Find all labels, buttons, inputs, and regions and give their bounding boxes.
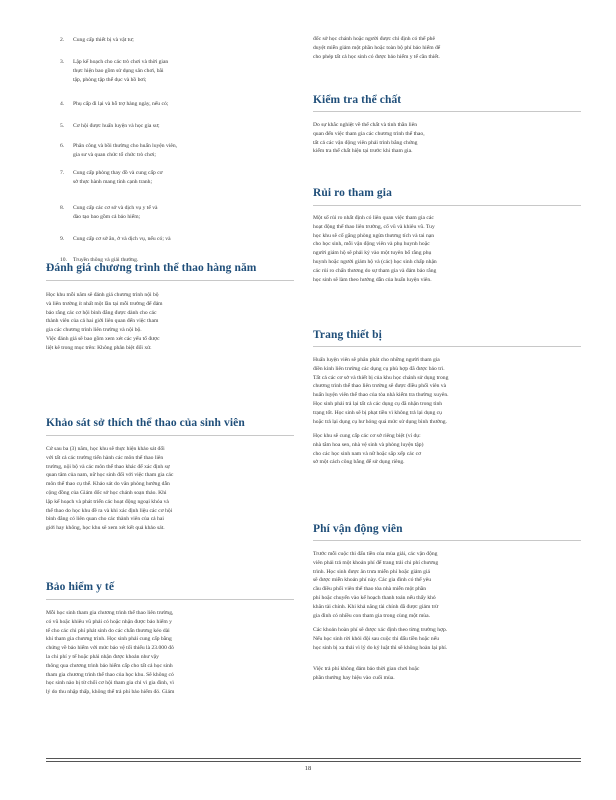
paragraph-fee-note: Việc trả phí không đảm bảo thời gian chơi hoặc phần thưởng hay hiệu vào cuối mùa. [313,666,420,681]
section-heading-equipment: Trang thiết bị [313,329,382,341]
heading-divider [313,346,581,347]
page-number: 18 [304,765,312,772]
paragraph-continued: đốc sở học chánh hoặc người được chỉ định có thể phê duyệt miễn giảm một phần hoặc toàn bộ phí bảo hiểm để cho phép tất cả học sinh có được bảo hiểm y tế cần thiết. [313,36,441,60]
section-heading-physical-exam: Kiểm tra thể chất [313,94,402,106]
paragraph-refunds: Các khoản hoàn phí sẽ được xác định theo từng trường hợp. Nếu học sinh rời khỏi đội sau cuộc thi đấu tiền hoặc nếu học sinh bị xa thải vì lý do kỷ luật thì sẽ không hoàn lại phí. [313,627,448,651]
list-item: 3. Lập kế hoạch cho các trò chơi và thời gian thực hiện bao gồm sử dụng sân chơi, bãi tập, phòng tập thể dục và hồ bơi; [60,59,169,83]
heading-divider [46,599,294,600]
footer-rule-bottom [46,761,581,762]
paragraph-athlete-fees: Trước mỗi cuộc thi đấu tiền của mùa giải, các vận động viên phải trả một khoản phí để trang trải chi phí chương trình. Học sinh được ân trưa miễn phí hoặc giảm giá sẽ được miễn khoản phí này. Các gia đình có thể yêu cầu điều phối viên thể thao tòa nhà miễn một phần phí hoặc chuyển vào kế hoạch thanh toán nếu thấy khó khăn tài chính. Khi khả năng tài chính đã được giảm trừ gia đình có nhiều con tham gia trong cùng một mùa. [313,551,439,619]
section-heading-annual-evaluation: Đánh giá chương trình thể thao hàng năm [46,262,257,274]
heading-divider [313,111,581,112]
paragraph-equipment-facilities: Học khu sẽ cung cấp các cơ sở riêng biệt (ví dụ: nhà tắm hoa sen, nhà vệ sinh và phòng luyện tập) cho các học sinh nam và nữ hoặc sắp xếp các cơ sở một cách công bằng để sử dụng riêng. [313,433,424,466]
section-heading-health-insurance: Bảo hiểm y tế [46,581,115,593]
paragraph-physical-exam: Do sự khắc nghiệt về thể chất và tinh thần liên quan đến việc tham gia các chương trình thể thao, tất cả các vận động viên phải trình bằng chứng kiểm tra thể chất hiện tại trước khi tham gia. [313,122,425,155]
paragraph-health-insurance: Mỗi học sinh tham gia chương trình thể thao liên trường, có vũ hoặc khiêu vũ phải có hoặc nhận được bảo hiểm y tế cho các chi phí phát sinh do các chấn thương kéo dài khi tham gia chương trình. Học sinh phải cung cấp bằng chứng về bảo hiểm với mức bảo vệ tối thiểu là 23.000 đô la chi phí y tế hoặc phải nhận được khoản như vậy thông qua chương trình bảo hiểm cấp cho tất cả học sinh tham gia chương trình thể thao của học khu. Sẽ không có học sinh nào bị từ chối cơ hội tham gia chỉ vì gia đình, vì lý do thu nhập thấp, không thể trả phí bảo hiểm đó. Giám [46,610,175,696]
section-heading-interest-survey: Khảo sát sở thích thể thao của sinh viên [46,417,245,429]
list-item: 7. Cung cấp phòng thay đồ và cung cấp cơ sở thực hành mang tính cạnh tranh; [60,170,163,185]
section-heading-participation-risks: Rủi ro tham gia [313,187,392,199]
list-item: 2. Cung cấp thiết bị và vật tư; [60,37,134,43]
list-item: 8. Cung cấp các cơ sở và dịch vụ y tế và đào tạo bao gồm cả bảo hiểm; [60,205,158,220]
list-item: 6. Phân công và bồi thường cho huấn luyện viên, gia sư và quan chức tổ chức trò chơi; [60,143,178,158]
list-item: 10. Truyền thông và giải thưởng. [60,257,139,263]
footer-rule-top [46,758,581,759]
heading-divider [313,205,581,206]
list-item: 5. Cơ hội được huấn luyện và học gia sư; [60,123,160,129]
list-item: 4. Phụ cấp đi lại và hỗ trợ hàng ngày, nếu có; [60,101,169,107]
list-item: 9. Cung cấp cơ sở ăn, ở và dịch vụ, nếu có; và [60,236,171,242]
heading-divider [313,540,581,541]
paragraph-annual-evaluation: Học khu mỗi năm sẽ đánh giá chương trình nội bộ và liên trường ít nhất một lần tại mỗi trường để đảm bảo rằng các cơ hội bình đẳng được dành cho các thành viên của cả hai giới liên quan đến việc tham gia các chương trình liên trường và nội bộ. Việc đánh giá sẽ bao gồm xem xét các yếu tố được liệt kê trong mục trên: Không phân biệt đối xử. [46,292,163,351]
paragraph-interest-survey: Cứ sau ba (3) năm, học khu sẽ thực hiện khảo sát đối với tất cả các trường tiến hành các môn thể thao liên trường, nội bộ và các môn thể thao khác để xác định sự quan tâm của nam, nữ học sinh đối với việc tham gia các môn thể thao cụ thể. Khảo sát do văn phòng hướng dẫn cộng đồng của Giám đốc sở học chánh soạn thảo. Khi lập kế hoạch và phát triển các hoạt động ngoại khóa và thể thao do học khu đề ra và khi xác định liệu các cơ hội bình đẳng có liên quan cho các thành viên của cả hai giới hay không, học khu sẽ xem xét kết quả khảo sát. [46,446,174,532]
paragraph-equipment: Huấn luyện viên sẽ phân phát cho những người tham gia điền kinh liên trường các dụng cụ phù hợp đã được bảo trì. Tất cả các cơ sở và thiết bị của khu học chánh sử dụng trong chương trình thể thao liên trường sẽ được điều phối viên và huấn luyện viên thể thao của tòa nhà kiểm tra thường xuyên. Học sinh phải trả lại tất cả các dụng cụ đã nhận trong tình trạng tốt. Học sinh sẽ bị phạt tiền vì không trả lại dụng cụ hoặc trả lại dụng cụ hư hỏng quá mức sử dụng bình thường. [313,357,449,425]
paragraph-participation-risks: Một số rủi ro nhất định có liên quan việc tham gia các hoạt động thể thao liên trường, cổ vũ và khiêu vũ. Tuy học khu sẽ cố gắng phòng ngừa thương tích và tai nạn cho học sinh, mỗi vận động viên và phụ huynh hoặc người giám hộ sẽ phải ký vào một tuyên bố rằng phụ huynh hoặc người giám hộ và (các) học sinh chấp nhận các rủi ro chấn thương do sự tham gia và đảm bảo rằng học sinh sẽ làm theo hướng dẫn của huấn luyện viên. [313,215,437,283]
heading-divider [46,435,294,436]
heading-divider [46,280,294,281]
section-heading-athlete-fees: Phí vận động viên [313,523,403,535]
